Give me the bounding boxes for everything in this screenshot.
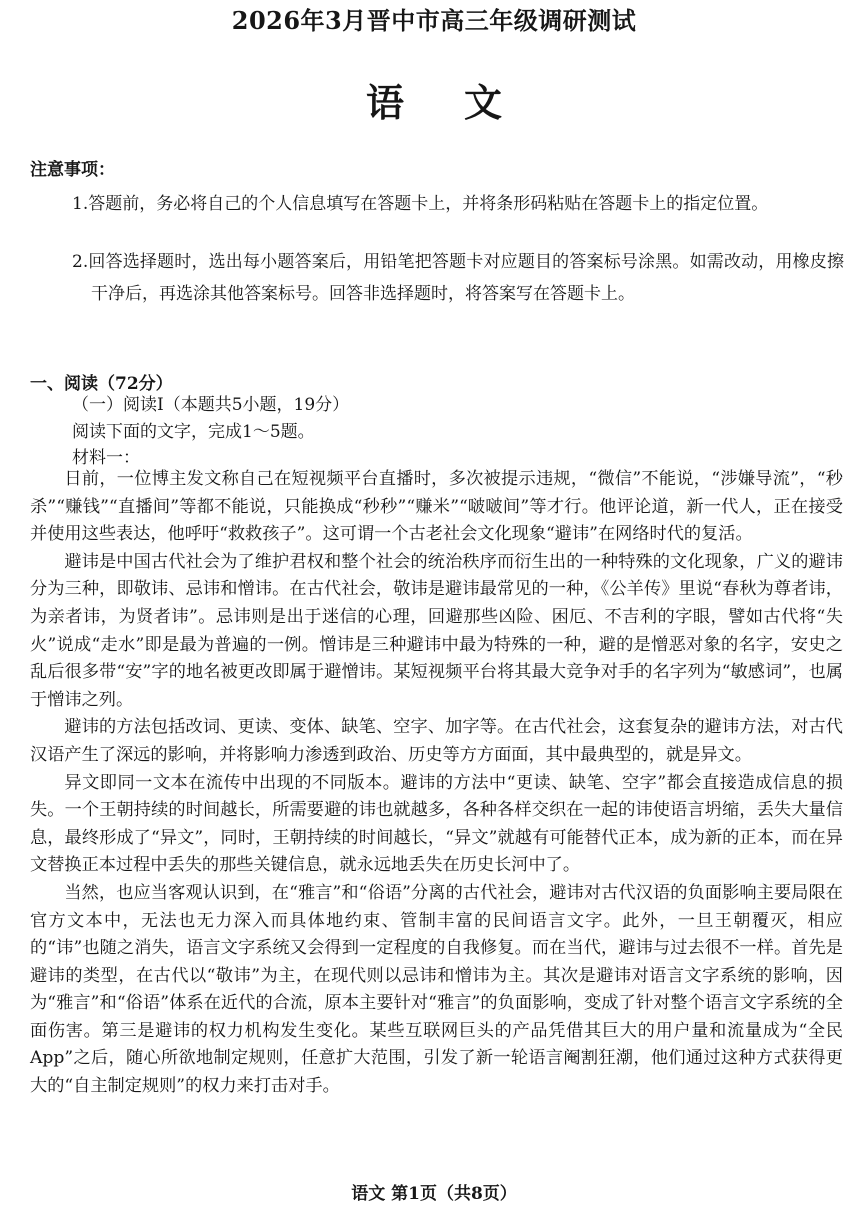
paragraph: 避讳是中国古代社会为了维护君权和整个社会的统治秩序而衍生出的一种特殊的文化现象，广义的避讳分为三种，即敬讳、忌讳和憎讳。在古代社会，敬讳是避讳最常见的一种，《公羊传》里说“春秋为尊者讳，为亲者讳，为贤者讳”。忌讳则是出于迷信的心理，回避那些凶险、困厄、不吉利的字眼，譬如古代将“失火”说成“走水”即是最为普遍的一例。憎讳是三种避讳中最为特殊的一种，避的是憎恶对象的名字，安史之乱后很多带“安”字的地名被更改即属于避憎讳。某短视频平台将其最大竞争对手的名字列为“敏感词”，也属于憎讳之列。 <box>30 551 843 710</box>
material-label: 材料一： <box>72 448 140 468</box>
paragraph: 异文即同一文本在流传中出现的不同版本。避讳的方法中“更读、缺笔、空字”都会直接造成信息的损失。一个王朝持续的时间越长，所需要避的讳也就越多，各种各样交织在一起的讳使语言坍缩，丢失大量信息，最终形成了“异文”，同时，王朝持续的时间越长，“异文”就越有可能替代正本，成为新的正本，而在异文替换正本过程中丢失的那些关键信息，就永远地丢失在历史长河中了。 <box>30 772 843 876</box>
exam-title: 2026年3月晋中市高三年级调研测试 <box>231 6 637 35</box>
reading-instruction: 阅读下面的文字，完成1～5题。 <box>72 422 315 442</box>
section-heading: 一、阅读（72分） <box>30 374 173 394</box>
paragraph: 避讳的方法包括改词、更读、变体、缺笔、空字、加字等。在古代社会，这套复杂的避讳方法，对古代汉语产生了深远的影响，并将影响力渗透到政治、历史等方方面面，其中最典型的，就是异文。 <box>30 717 843 765</box>
notice-item: 1.答题前，务必将自己的个人信息填写在答题卡上，并将条形码粘贴在答题卡上的指定位置。 <box>72 194 769 214</box>
part-heading: （一）阅读Ⅰ（本题共5小题，19分） <box>72 395 350 415</box>
page-footer: 语文 第1页（共8页） <box>351 1184 517 1204</box>
material-one-text <box>30 466 843 1101</box>
paragraph: 当然，也应当客观认识到，在“雅言”和“俗语”分离的古代社会，避讳对古代汉语的负面影响主要局限在官方文本中，无法也无力深入而具体地约束、管制丰富的民间语言文字。此外，一旦王朝覆灭，相应的“讳”也随之消失，语言文字系统又会得到一定程度的自我修复。而在当代，避讳与过去很不一样。首先是避讳的类型，在古代以“敬讳”为主，在现代则以忌讳和憎讳为主。其次是避讳对语言文字系统的影响，因为“雅言”和“俗语”体系在近代的合流，原本主要针对“雅言”的负面影响，变成了针对整个语言文字系统的全面伤害。第三是避讳的权力机构发生变化。某些互联网巨头的产品凭借其巨大的用户量和流量成为“全民App”之后，随心所欲地制定规则，任意扩大范围，引发了新一轮语言阉割狂潮，他们通过这种方式获得更大的“自主制定规则”的权力来打击对手。 <box>30 882 843 1097</box>
notice-heading: 注意事项： <box>30 160 115 180</box>
subject-title: 语文 <box>365 80 562 125</box>
notice-item: 2.回答选择题时，选出每小题答案后，用铅笔把答题卡对应题目的答案标号涂黑。如需改动，用橡皮擦干净后，再选涂其他答案标号。回答非选择题时，将答案写在答题卡上。 <box>72 252 844 304</box>
paragraph: 日前，一位博主发文称自己在短视频平台直播时，多次被提示违规，“微信”不能说，“涉嫌导流”，“秒杀”“赚钱”“直播间”等都不能说，只能换成“秒秒”“赚米”“啵啵间”等才行。他评论道，新一代人，正在接受并使用这些表达，他呼吁“救救孩子”。这可谓一个古老社会文化现象“避讳”在网络时代的复活。 <box>30 469 843 545</box>
